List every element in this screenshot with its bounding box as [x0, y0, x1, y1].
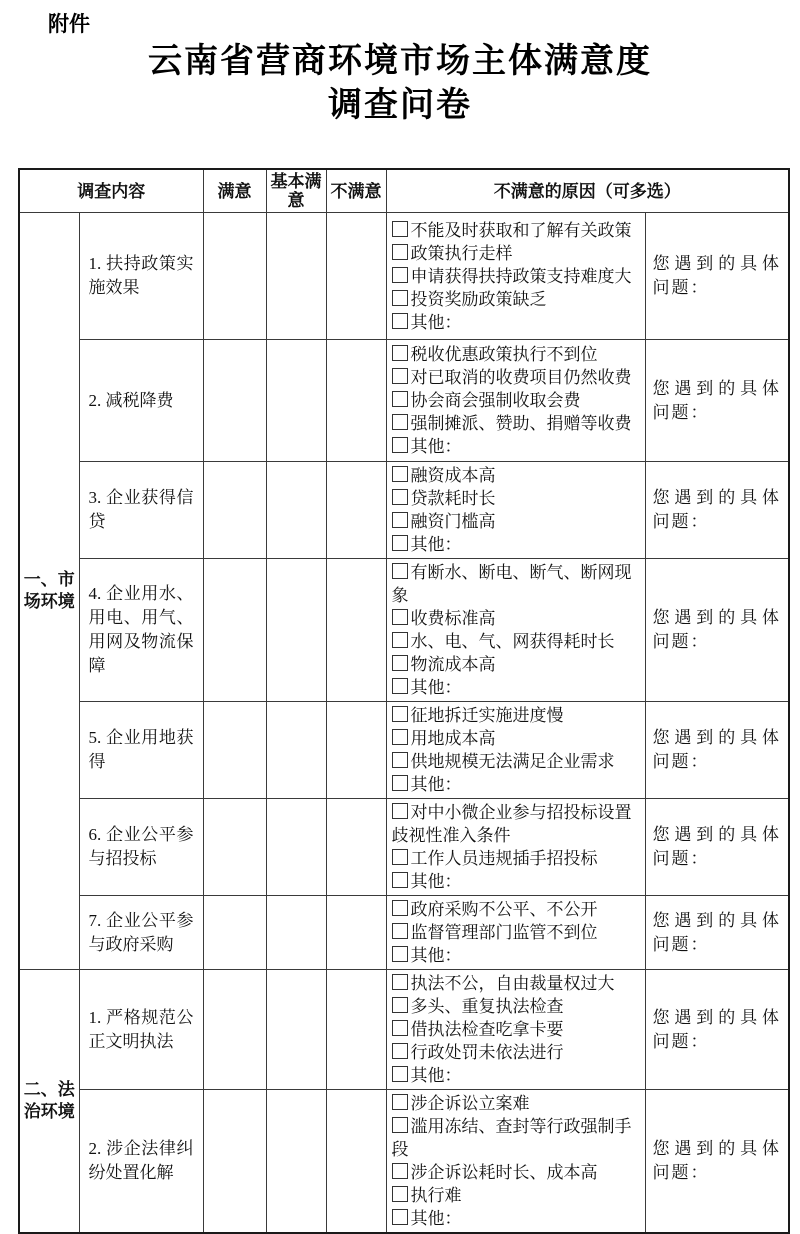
reason-option-label: 其他：	[410, 775, 462, 794]
reason-options-cell	[386, 559, 645, 702]
checkbox-icon[interactable]	[392, 655, 408, 671]
satisfied-cell[interactable]	[203, 702, 266, 799]
reason-option	[392, 412, 641, 435]
reason-option-label: 申请获得扶持政策支持难度大	[410, 266, 632, 286]
survey-item-label: 5. 企业用地获得	[79, 702, 203, 799]
basically-satisfied-cell[interactable]	[266, 970, 326, 1090]
reason-option	[392, 727, 641, 750]
reason-option	[392, 972, 641, 995]
header-basically-satisfied: 基本满意	[266, 169, 326, 213]
basically-satisfied-cell[interactable]	[266, 896, 326, 970]
reason-option	[392, 676, 641, 699]
reason-option-label: 对中小微企业参与招投标设置歧视性准入条件	[391, 803, 632, 845]
checkbox-icon[interactable]	[392, 1094, 408, 1110]
section-label-legal-environment: 二、法治环境	[19, 970, 79, 1234]
specific-problem-label: 您遇到的具体问题：	[652, 1139, 781, 1182]
reason-option-label: 物流成本高	[410, 655, 496, 674]
reason-option	[392, 1092, 641, 1115]
header-reasons: 不满意的原因（可多选）	[386, 169, 789, 213]
specific-problem-cell[interactable]	[645, 896, 789, 970]
satisfied-cell[interactable]	[203, 462, 266, 559]
specific-problem-cell[interactable]	[645, 1090, 789, 1234]
reason-option	[392, 653, 641, 676]
reason-option	[392, 801, 641, 847]
reason-option-label: 借执法检查吃拿卡要	[410, 1020, 564, 1039]
reason-option-label: 行政处罚未依法进行	[410, 1043, 564, 1062]
specific-problem-label: 您遇到的具体问题：	[652, 254, 781, 297]
reason-options-cell	[386, 970, 645, 1090]
reason-options-cell	[386, 799, 645, 896]
reason-option-label: 政府采购不公平、不公开	[410, 900, 598, 919]
header-content: 调查内容	[19, 169, 203, 213]
reason-option	[392, 487, 641, 510]
basically-satisfied-cell[interactable]	[266, 340, 326, 462]
checkbox-icon[interactable]	[392, 1043, 408, 1059]
reason-option-label: 执行难	[410, 1186, 462, 1205]
header-row	[19, 169, 789, 213]
reason-option	[392, 265, 641, 288]
table-row	[19, 702, 789, 799]
specific-problem-cell[interactable]	[645, 799, 789, 896]
reason-option-label: 对已取消的收费项目仍然收费	[410, 368, 632, 387]
checkbox-icon[interactable]	[392, 345, 408, 361]
table-row	[19, 462, 789, 559]
basically-satisfied-cell[interactable]	[266, 1090, 326, 1234]
checkbox-icon[interactable]	[392, 290, 408, 306]
checkbox-icon[interactable]	[392, 752, 408, 768]
reason-option	[392, 510, 641, 533]
checkbox-icon[interactable]	[392, 563, 408, 579]
checkbox-icon[interactable]	[392, 729, 408, 745]
header-dissatisfied: 不满意	[326, 169, 386, 213]
section-label-market-environment: 一、市场环境	[19, 213, 79, 970]
satisfied-cell[interactable]	[203, 799, 266, 896]
checkbox-icon[interactable]	[392, 1186, 408, 1202]
dissatisfied-cell[interactable]	[326, 702, 386, 799]
reason-option-label: 协会商会强制收取会费	[410, 391, 581, 410]
table-row	[19, 896, 789, 970]
specific-problem-cell[interactable]	[645, 559, 789, 702]
reason-option-label: 涉企诉讼耗时长、成本高	[410, 1163, 598, 1182]
checkbox-icon[interactable]	[392, 946, 408, 962]
specific-problem-cell[interactable]	[645, 213, 789, 340]
dissatisfied-cell[interactable]	[326, 896, 386, 970]
reason-option-label: 涉企诉讼立案难	[410, 1094, 530, 1113]
table-row	[19, 970, 789, 1090]
reason-option-label: 执法不公，自由裁量权过大	[410, 974, 615, 993]
reason-options-cell	[386, 340, 645, 462]
reason-options-cell	[386, 896, 645, 970]
reason-option	[392, 343, 641, 366]
survey-item-label: 1. 严格规范公正文明执法	[79, 970, 203, 1090]
reason-option-label: 多头、重复执法检查	[410, 997, 564, 1016]
table-row	[19, 559, 789, 702]
reason-option-label: 融资门槛高	[410, 512, 496, 531]
reason-option	[392, 898, 641, 921]
reason-options-cell	[386, 702, 645, 799]
checkbox-icon[interactable]	[392, 706, 408, 722]
checkbox-icon[interactable]	[392, 489, 408, 505]
checkbox-icon[interactable]	[392, 1163, 408, 1179]
table-row	[19, 799, 789, 896]
dissatisfied-cell[interactable]	[326, 970, 386, 1090]
reason-option-label: 强制摊派、赞助、捐赠等收费	[410, 414, 632, 433]
checkbox-icon[interactable]	[392, 512, 408, 528]
reason-option	[392, 704, 641, 727]
reason-option	[392, 944, 641, 967]
checkbox-icon[interactable]	[392, 923, 408, 939]
reason-option	[392, 242, 641, 265]
reason-option	[392, 366, 641, 389]
checkbox-icon[interactable]	[392, 997, 408, 1013]
page-title-line1: 云南省营商环境市场主体满意度	[148, 43, 652, 80]
reason-option	[392, 921, 641, 944]
reason-option-label: 贷款耗时长	[410, 489, 496, 508]
reason-option	[392, 847, 641, 870]
table-row	[19, 213, 789, 340]
survey-item-label: 2. 涉企法律纠纷处置化解	[79, 1090, 203, 1234]
checkbox-icon[interactable]	[392, 974, 408, 990]
reason-option-label: 用地成本高	[410, 729, 496, 748]
reason-option	[392, 464, 641, 487]
satisfied-cell[interactable]	[203, 1090, 266, 1234]
reason-option-label: 其他：	[410, 946, 462, 965]
reason-option	[392, 773, 641, 796]
reason-option-label: 水、电、气、网获得耗时长	[410, 632, 615, 651]
dissatisfied-cell[interactable]	[326, 559, 386, 702]
specific-problem-cell[interactable]	[645, 702, 789, 799]
reason-option-label: 其他：	[410, 312, 462, 332]
table-row	[19, 1090, 789, 1234]
reason-option	[392, 561, 641, 607]
reason-option	[392, 219, 641, 242]
dissatisfied-cell[interactable]	[326, 462, 386, 559]
reason-option	[392, 533, 641, 556]
reason-option	[392, 607, 641, 630]
reason-option-label: 供地规模无法满足企业需求	[410, 752, 615, 771]
specific-problem-label: 您遇到的具体问题：	[652, 728, 781, 771]
reason-option	[392, 630, 641, 653]
specific-problem-cell[interactable]	[645, 462, 789, 559]
reason-option	[392, 870, 641, 893]
checkbox-icon[interactable]	[392, 872, 408, 888]
page-title-line2: 调查问卷	[328, 87, 472, 124]
reason-option	[392, 389, 641, 412]
dissatisfied-cell[interactable]	[326, 1090, 386, 1234]
specific-problem-label: 您遇到的具体问题：	[652, 488, 781, 531]
checkbox-icon[interactable]	[392, 267, 408, 283]
checkbox-icon[interactable]	[392, 1209, 408, 1225]
satisfied-cell[interactable]	[203, 559, 266, 702]
header-satisfied: 满意	[203, 169, 266, 213]
page-title	[0, 40, 800, 128]
checkbox-icon[interactable]	[392, 1066, 408, 1082]
checkbox-icon[interactable]	[392, 609, 408, 625]
reason-option	[392, 995, 641, 1018]
reason-option-label: 其他：	[410, 437, 462, 456]
reason-option	[392, 1184, 641, 1207]
checkbox-icon[interactable]	[392, 466, 408, 482]
basically-satisfied-cell[interactable]	[266, 559, 326, 702]
checkbox-icon[interactable]	[392, 437, 408, 453]
reason-option	[392, 1064, 641, 1087]
satisfied-cell[interactable]	[203, 970, 266, 1090]
specific-problem-cell[interactable]	[645, 340, 789, 462]
survey-item-label: 7. 企业公平参与政府采购	[79, 896, 203, 970]
checkbox-icon[interactable]	[392, 1117, 408, 1133]
attachment-label: 附件	[48, 13, 90, 36]
checkbox-icon[interactable]	[392, 368, 408, 384]
reason-option-label: 其他：	[410, 872, 462, 891]
reason-option-label: 其他：	[410, 678, 462, 697]
specific-problem-label: 您遇到的具体问题：	[652, 1007, 781, 1051]
dissatisfied-cell[interactable]	[326, 340, 386, 462]
basically-satisfied-cell[interactable]	[266, 462, 326, 559]
checkbox-icon[interactable]	[392, 1020, 408, 1036]
reason-option	[392, 1041, 641, 1064]
reason-option-label: 监督管理部门监管不到位	[410, 923, 598, 942]
reason-option-label: 征地拆迁实施进度慢	[410, 706, 564, 725]
reason-option	[392, 288, 641, 311]
reason-option	[392, 1115, 641, 1161]
checkbox-icon[interactable]	[392, 849, 408, 865]
checkbox-icon[interactable]	[392, 803, 408, 819]
survey-item-label: 6. 企业公平参与招投标	[79, 799, 203, 896]
reason-option	[392, 750, 641, 773]
reason-option	[392, 1161, 641, 1184]
reason-option-label: 不能及时获取和了解有关政策	[410, 220, 632, 240]
specific-problem-label: 您遇到的具体问题：	[652, 910, 781, 954]
checkbox-icon[interactable]	[392, 900, 408, 916]
basically-satisfied-cell[interactable]	[266, 799, 326, 896]
dissatisfied-cell[interactable]	[326, 213, 386, 340]
reason-option-label: 政策执行走样	[410, 243, 513, 263]
reason-option-label: 有断水、断电、断气、断网现象	[391, 563, 632, 605]
reason-option-label: 滥用冻结、查封等行政强制手段	[391, 1117, 632, 1159]
checkbox-icon[interactable]	[392, 535, 408, 551]
survey-item-label: 3. 企业获得信贷	[79, 462, 203, 559]
reason-option-label: 税收优惠政策执行不到位	[410, 345, 598, 364]
reason-option-label: 其他：	[410, 535, 462, 554]
survey-table	[18, 168, 790, 1234]
reason-option-label: 其他：	[410, 1066, 462, 1085]
checkbox-icon[interactable]	[392, 775, 408, 791]
satisfied-cell[interactable]	[203, 213, 266, 340]
checkbox-icon[interactable]	[392, 678, 408, 694]
reason-option-label: 投资奖励政策缺乏	[410, 289, 547, 309]
reason-option	[392, 435, 641, 458]
reason-options-cell	[386, 1090, 645, 1234]
specific-problem-label: 您遇到的具体问题：	[652, 608, 781, 651]
reason-option-label: 收费标准高	[410, 609, 496, 628]
checkbox-icon[interactable]	[392, 391, 408, 407]
reason-option-label: 工作人员违规插手招投标	[410, 849, 598, 868]
reason-option-label: 融资成本高	[410, 466, 496, 485]
checkbox-icon[interactable]	[392, 414, 408, 430]
basically-satisfied-cell[interactable]	[266, 702, 326, 799]
satisfied-cell[interactable]	[203, 896, 266, 970]
satisfied-cell[interactable]	[203, 340, 266, 462]
specific-problem-label: 您遇到的具体问题：	[652, 378, 781, 422]
checkbox-icon[interactable]	[392, 632, 408, 648]
reason-option	[392, 1207, 641, 1230]
specific-problem-cell[interactable]	[645, 970, 789, 1090]
table-row	[19, 340, 789, 462]
reason-options-cell	[386, 213, 645, 340]
checkbox-icon[interactable]	[392, 221, 408, 237]
survey-item-label: 1. 扶持政策实施效果	[79, 213, 203, 340]
basically-satisfied-cell[interactable]	[266, 213, 326, 340]
survey-item-label: 2. 减税降费	[79, 340, 203, 462]
checkbox-icon[interactable]	[392, 244, 408, 260]
reason-option	[392, 1018, 641, 1041]
dissatisfied-cell[interactable]	[326, 799, 386, 896]
reason-option-label: 其他：	[410, 1209, 462, 1228]
specific-problem-label: 您遇到的具体问题：	[652, 825, 781, 868]
reason-option	[392, 311, 641, 334]
reason-options-cell	[386, 462, 645, 559]
survey-item-label: 4. 企业用水、用电、用气、用网及物流保障	[79, 559, 203, 702]
checkbox-icon[interactable]	[392, 313, 408, 329]
